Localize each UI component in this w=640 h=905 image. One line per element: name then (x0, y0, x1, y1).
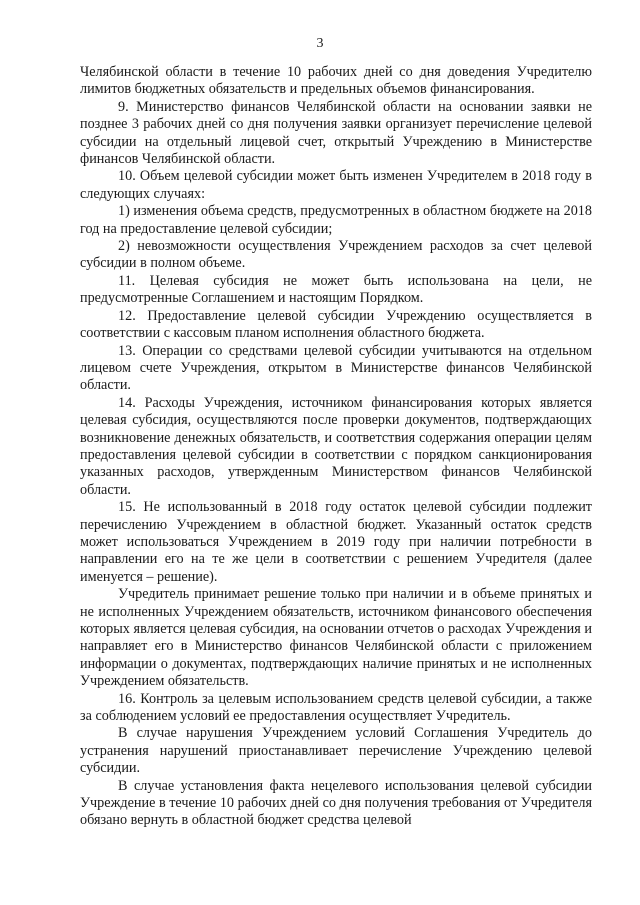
paragraph-13: 13. Операции со средствами целевой субсидии учитываются на отдельном лицевом счете Учреждения, открытом в Министерстве финансов Челябинской области. (80, 342, 592, 394)
document-body (80, 64, 592, 830)
paragraph-16-violation: В случае нарушения Учреждением условий Соглашения Учредитель до устранения нарушений приостанавливает перечисление Учреждению целевой субсидии. (80, 725, 592, 777)
paragraph-12: 12. Предоставление целевой субсидии Учреждению осуществляется в соответствии с кассовым планом исполнения областного бюджета. (80, 307, 592, 342)
paragraph-10-item-1: 1) изменения объема средств, предусмотренных в областном бюджете на 2018 год на предоставление целевой субсидии; (80, 203, 592, 237)
page-number: 3 (316, 36, 324, 51)
paragraph-15: 15. Не использованный в 2018 году остаток целевой субсидии подлежит перечислению Учреждением в областной бюджет. Указанный остаток средств может использоваться Учреждением в 2019 году при наличии потребности в направлении его на те же цели в соответствии с решением Учредителя (далее именуется – решение). (80, 499, 592, 585)
paragraph-16: 16. Контроль за целевым использованием средств целевой субсидии, а также за соблюдением условий ее предоставления осуществляет Учредитель. (80, 690, 592, 725)
paragraph-16-misuse: В случае установления факта нецелевого использования целевой субсидии Учреждение в течение 10 рабочих дней со дня получения требования от Учредителя обязано вернуть в областной бюджет средства целевой (80, 777, 592, 829)
paragraph-15-decision: Учредитель принимает решение только при наличии и в объеме принятых и не исполненных Учреждением обязательств, источником финансового обеспечения которых является целевая субсидия, на основании отчетов о расходах Учреждения и направляет его в Министерство финансов Челябинской области с приложением информации о документах, подтверждающих наличие принятых и не исполненных Учреждением обязательств. (80, 586, 592, 690)
paragraph-11: 11. Целевая субсидия не может быть использована на цели, не предусмотренные Соглашением и настоящим Порядком. (80, 272, 592, 307)
paragraph-10: 10. Объем целевой субсидии может быть изменен Учредителем в 2018 году в следующих случаях: (80, 168, 592, 202)
paragraph-continuation: Челябинской области в течение 10 рабочих дней со дня доведения Учредителю лимитов бюджетных обязательств и предельных объемов финансирования. (80, 64, 592, 98)
paragraph-9: 9. Министерство финансов Челябинской области на основании заявки не позднее 3 рабочих дней со дня получения заявки организует перечисление целевой субсидии на отдельный лицевой счет, открытый Учреждению в Министерстве финансов Челябинской области. (80, 98, 592, 168)
paragraph-10-item-2: 2) невозможности осуществления Учреждением расходов за счет целевой субсидии в полном объеме. (80, 238, 592, 272)
paragraph-14: 14. Расходы Учреждения, источником финансирования которых является целевая субсидия, осуществляются после проверки документов, подтверждающих возникновение денежных обязательств, и соответствия содержания операции целям предоставления целевой субсидии в соответствии с порядком санкционирования указанных расходов, утвержденным Министерством финансов Челябинской области. (80, 394, 592, 498)
